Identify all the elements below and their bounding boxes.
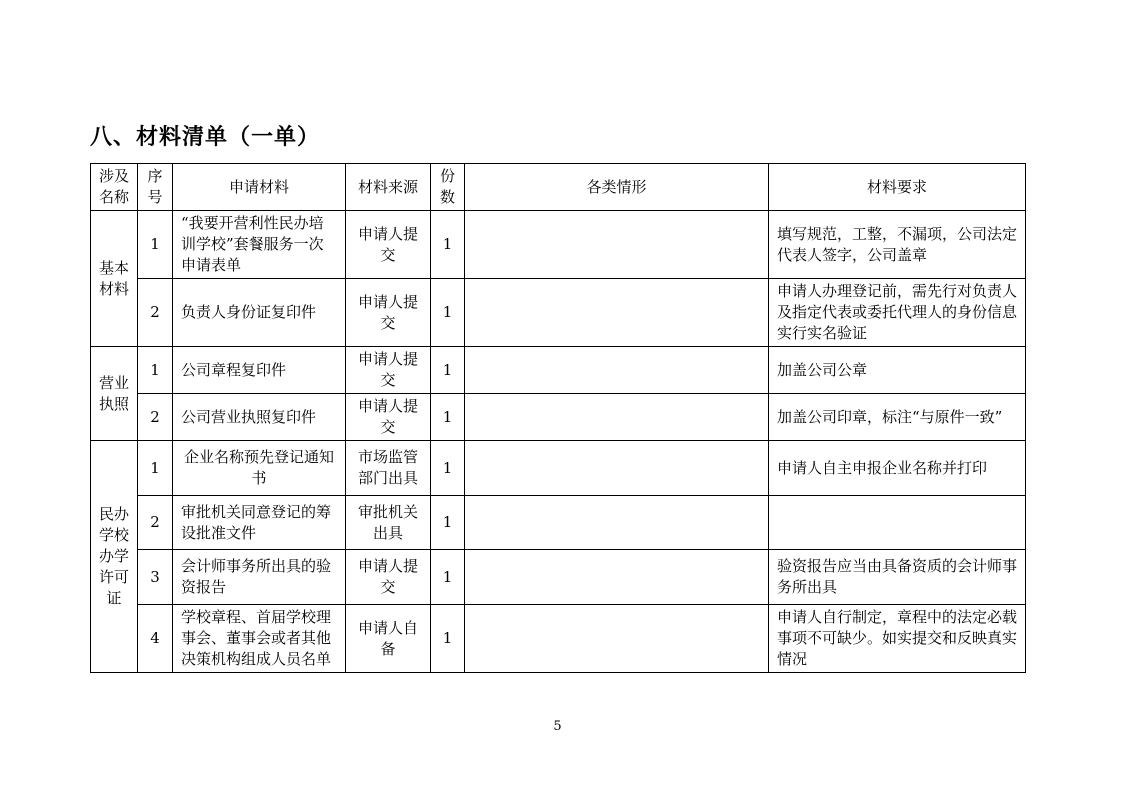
cell-copies: 1: [431, 441, 465, 496]
group-name-basic-materials: 基本材料: [91, 211, 138, 347]
cell-seq: 1: [138, 347, 173, 394]
cell-situation: [465, 496, 769, 550]
table-row: [91, 550, 1026, 605]
cell-copies: 1: [431, 605, 465, 673]
cell-seq: 1: [138, 441, 173, 496]
cell-material: 负责人身份证复印件: [173, 279, 346, 347]
cell-seq: 1: [138, 211, 173, 279]
table-row: [91, 441, 1026, 496]
cell-copies: 1: [431, 279, 465, 347]
cell-material: “我要开营利性民办培训学校”套餐服务一次申请表单: [173, 211, 346, 279]
page-number: 5: [553, 719, 562, 734]
cell-situation: [465, 211, 769, 279]
cell-material: 会计师事务所出具的验资报告: [173, 550, 346, 605]
cell-requirement: 加盖公司公章: [769, 347, 1026, 394]
cell-source: 市场监管部门出具: [346, 441, 431, 496]
cell-requirement: 申请人自行制定，章程中的法定必载事项不可缺少。如实提交和反映真实情况: [769, 605, 1026, 673]
cell-seq: 4: [138, 605, 173, 673]
cell-copies: 1: [431, 347, 465, 394]
cell-source: 审批机关出具: [346, 496, 431, 550]
cell-seq: 3: [138, 550, 173, 605]
header-seq: 序号: [138, 164, 173, 211]
header-situation: 各类情形: [465, 164, 769, 211]
cell-copies: 1: [431, 394, 465, 441]
cell-requirement: [769, 496, 1026, 550]
material-checklist-table: [90, 163, 1026, 673]
cell-situation: [465, 441, 769, 496]
cell-situation: [465, 347, 769, 394]
table-row: [91, 605, 1026, 673]
table-header-row: [91, 164, 1026, 211]
page-title: 八、材料清单（一单）: [90, 125, 321, 150]
table-row: [91, 279, 1026, 347]
cell-requirement: 申请人办理登记前，需先行对负责人及指定代表或委托代理人的身份信息实行实名验证: [769, 279, 1026, 347]
group-name-business-license: 营业执照: [91, 347, 138, 441]
header-material: 申请材料: [173, 164, 346, 211]
cell-source: 申请人提交: [346, 550, 431, 605]
table-row: [91, 211, 1026, 279]
cell-requirement: 加盖公司印章，标注“与原件一致”: [769, 394, 1026, 441]
cell-source: 申请人提交: [346, 347, 431, 394]
cell-copies: 1: [431, 211, 465, 279]
cell-copies: 1: [431, 496, 465, 550]
cell-source: 申请人提交: [346, 279, 431, 347]
cell-seq: 2: [138, 279, 173, 347]
table-row: [91, 347, 1026, 394]
cell-requirement: 申请人自主申报企业名称并打印: [769, 441, 1026, 496]
header-involved-name: 涉及名称: [91, 164, 138, 211]
cell-copies: 1: [431, 550, 465, 605]
cell-material: 企业名称预先登记通知书: [173, 441, 346, 496]
cell-seq: 2: [138, 394, 173, 441]
cell-situation: [465, 605, 769, 673]
cell-material: 审批机关同意登记的筹设批准文件: [173, 496, 346, 550]
cell-situation: [465, 279, 769, 347]
cell-source: 申请人提交: [346, 211, 431, 279]
cell-requirement: 验资报告应当由具备资质的会计师事务所出具: [769, 550, 1026, 605]
cell-material: 学校章程、首届学校理事会、董事会或者其他决策机构组成人员名单: [173, 605, 346, 673]
cell-situation: [465, 550, 769, 605]
header-copies: 份数: [431, 164, 465, 211]
group-name-private-school-permit: 民办学校办学许可证: [91, 441, 138, 673]
table-row: [91, 496, 1026, 550]
cell-seq: 2: [138, 496, 173, 550]
header-requirement: 材料要求: [769, 164, 1026, 211]
cell-situation: [465, 394, 769, 441]
table-row: [91, 394, 1026, 441]
cell-material: 公司章程复印件: [173, 347, 346, 394]
cell-material: 公司营业执照复印件: [173, 394, 346, 441]
cell-source: 申请人提交: [346, 394, 431, 441]
cell-source: 申请人自备: [346, 605, 431, 673]
cell-requirement: 填写规范，工整，不漏项，公司法定代表人签字，公司盖章: [769, 211, 1026, 279]
header-source: 材料来源: [346, 164, 431, 211]
